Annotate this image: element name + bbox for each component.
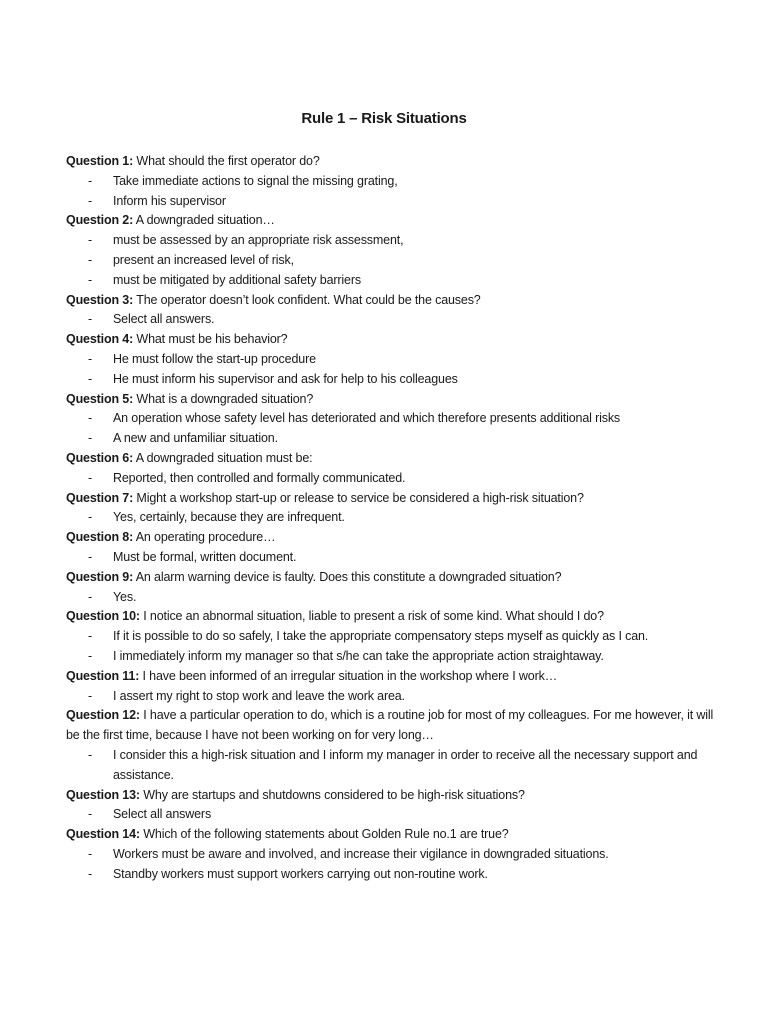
dash-bullet-icon: - <box>88 846 93 861</box>
question-label: Question 13: <box>66 787 140 802</box>
question-text: What should the first operator do? <box>133 154 320 168</box>
answer-item <box>66 508 726 528</box>
question-line <box>66 449 726 469</box>
question-label: Question 14: <box>66 827 140 842</box>
answer-item <box>66 192 726 212</box>
question-block <box>66 489 726 529</box>
question-line <box>66 528 726 548</box>
answer-item <box>66 805 726 825</box>
answer-text: I immediately inform my manager so that s/he can take the appropriate action straightaway. <box>113 648 604 663</box>
question-block <box>66 528 726 568</box>
answer-item <box>66 647 726 667</box>
question-label: Question 2: <box>66 213 134 228</box>
answer-item <box>66 429 726 449</box>
question-line <box>66 568 726 588</box>
question-label: Question 12: <box>66 708 140 723</box>
question-line <box>66 390 726 410</box>
answer-item <box>66 548 726 568</box>
answer-item <box>66 350 726 370</box>
dash-bullet-icon: - <box>88 252 93 267</box>
question-line <box>66 706 726 746</box>
page-title: Rule 1 – Risk Situations <box>301 110 467 127</box>
dash-bullet-icon: - <box>88 589 93 604</box>
question-label: Question 1: <box>66 154 134 168</box>
question-label: Question 10: <box>66 609 140 624</box>
answer-item <box>66 627 726 647</box>
question-text: A downgraded situation must be: <box>133 450 313 465</box>
answer-text: Take immediate actions to signal the missing grating, <box>113 173 398 188</box>
question-text: I have been informed of an irregular situation in the workshop where I work… <box>139 668 558 683</box>
answer-item <box>66 231 726 251</box>
answer-text: present an increased level of risk, <box>113 252 294 267</box>
answer-item <box>66 588 726 608</box>
question-text: The operator doesn’t look confident. What could be the causes? <box>133 292 481 307</box>
answer-item <box>66 172 726 192</box>
question-block <box>66 825 726 884</box>
question-text: I notice an abnormal situation, liable to present a risk of some kind. What should I do? <box>139 609 604 624</box>
dash-bullet-icon: - <box>88 549 93 564</box>
answer-item <box>66 370 726 390</box>
question-block <box>66 152 726 211</box>
dash-bullet-icon: - <box>88 648 93 663</box>
question-block <box>66 211 726 290</box>
answer-text: I consider this a high-risk situation and I inform my manager in order to receive all the necessary support and assistance. <box>113 747 698 782</box>
question-text: A downgraded situation… <box>133 213 275 228</box>
question-list <box>66 152 726 884</box>
answer-text: Standby workers must support workers carrying out non-routine work. <box>113 866 488 881</box>
answer-text: Select all answers <box>113 807 212 822</box>
question-label: Question 6: <box>66 450 134 465</box>
question-label: Question 7: <box>66 490 134 505</box>
question-label: Question 4: <box>66 332 134 347</box>
answer-text: Inform his supervisor <box>113 193 226 208</box>
answer-text: An operation whose safety level has deteriorated and which therefore presents additional risks <box>113 411 621 426</box>
question-line <box>66 489 726 509</box>
question-line <box>66 825 726 845</box>
answer-item <box>66 746 726 786</box>
question-text: An operating procedure… <box>133 530 276 545</box>
question-line <box>66 152 726 172</box>
answer-item <box>66 687 726 707</box>
question-label: Question 8: <box>66 530 134 545</box>
dash-bullet-icon: - <box>88 272 93 287</box>
answer-item <box>66 469 726 489</box>
question-block <box>66 786 726 826</box>
question-text: Might a workshop start-up or release to service be considered a high-risk situation? <box>133 490 584 505</box>
answer-item <box>66 865 726 885</box>
answer-text: I assert my right to stop work and leave the work area. <box>113 688 405 703</box>
answer-item <box>66 251 726 271</box>
dash-bullet-icon: - <box>88 411 93 426</box>
answer-text: must be mitigated by additional safety barriers <box>113 272 361 287</box>
answer-text: must be assessed by an appropriate risk assessment, <box>113 233 404 248</box>
question-label: Question 5: <box>66 391 134 406</box>
dash-bullet-icon: - <box>88 747 93 762</box>
answer-text: Select all answers. <box>113 312 215 327</box>
question-block <box>66 291 726 331</box>
question-block <box>66 568 726 608</box>
dash-bullet-icon: - <box>88 688 93 703</box>
answer-text: A new and unfamiliar situation. <box>113 431 278 446</box>
question-label: Question 11: <box>66 668 140 683</box>
question-label: Question 9: <box>66 569 134 584</box>
question-text: Why are startups and shutdowns considered to be high-risk situations? <box>139 787 525 802</box>
question-line <box>66 607 726 627</box>
dash-bullet-icon: - <box>88 193 93 208</box>
dash-bullet-icon: - <box>88 173 93 188</box>
question-text: Which of the following statements about Golden Rule no.1 are true? <box>139 827 509 842</box>
answer-item <box>66 271 726 291</box>
answer-item <box>66 845 726 865</box>
question-label: Question 3: <box>66 292 134 307</box>
dash-bullet-icon: - <box>88 431 93 446</box>
dash-bullet-icon: - <box>88 629 93 644</box>
dash-bullet-icon: - <box>88 807 93 822</box>
answer-text: Must be formal, written document. <box>113 549 297 564</box>
question-text: What must be his behavior? <box>133 332 288 347</box>
answer-text: If it is possible to do so safely, I take the appropriate compensatory steps myself as quickly as I can. <box>113 629 649 644</box>
question-text: I have a particular operation to do, which is a routine job for most of my colleagues. For me however, it will be the first time, because I have not been working on for very long… <box>66 708 714 743</box>
answer-text: Workers must be aware and involved, and increase their vigilance in downgraded situations. <box>113 846 609 861</box>
dash-bullet-icon: - <box>88 312 93 327</box>
question-line <box>66 667 726 687</box>
answer-text: Reported, then controlled and formally communicated. <box>113 470 406 485</box>
dash-bullet-icon: - <box>88 371 93 386</box>
answer-item <box>66 310 726 330</box>
answer-item <box>66 409 726 429</box>
question-text: What is a downgraded situation? <box>133 391 314 406</box>
question-block <box>66 449 726 489</box>
answer-text: He must follow the start-up procedure <box>113 351 316 366</box>
question-line <box>66 291 726 311</box>
answer-text: Yes, certainly, because they are infrequent. <box>113 510 345 525</box>
question-block <box>66 330 726 389</box>
question-line <box>66 330 726 350</box>
dash-bullet-icon: - <box>88 470 93 485</box>
question-line <box>66 786 726 806</box>
question-line <box>66 211 726 231</box>
question-block <box>66 390 726 449</box>
dash-bullet-icon: - <box>88 866 93 881</box>
question-block <box>66 607 726 666</box>
dash-bullet-icon: - <box>88 351 93 366</box>
dash-bullet-icon: - <box>88 510 93 525</box>
question-block <box>66 667 726 707</box>
question-block <box>66 706 726 785</box>
answer-text: Yes. <box>113 589 137 604</box>
answer-text: He must inform his supervisor and ask for help to his colleagues <box>113 371 458 386</box>
question-text: An alarm warning device is faulty. Does this constitute a downgraded situation? <box>133 569 562 584</box>
dash-bullet-icon: - <box>88 233 93 248</box>
